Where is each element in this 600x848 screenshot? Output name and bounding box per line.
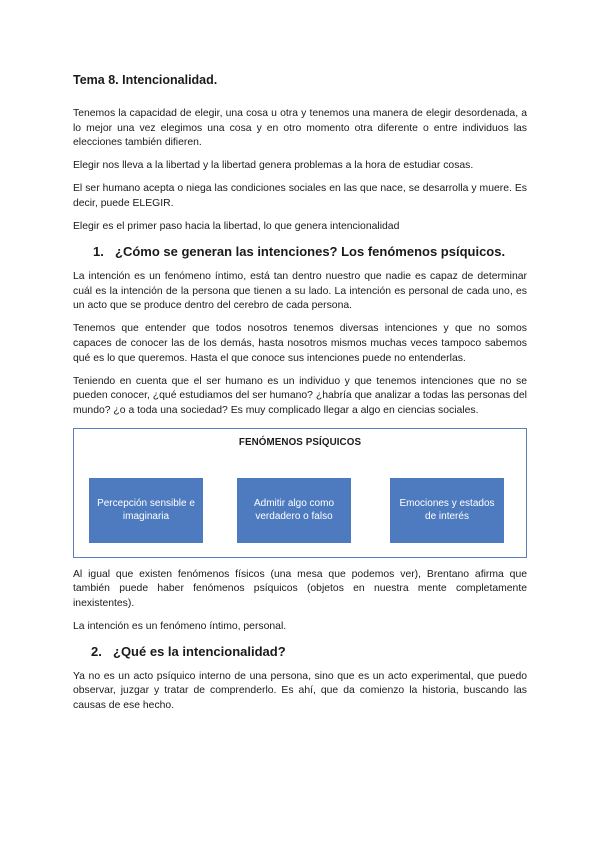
diagram-box-perception: Percepción sensible e imaginaria (89, 478, 203, 543)
after-diagram-paragraph: La intención es un fenómeno íntimo, personal. (73, 620, 287, 632)
diagram-box-judgment: Admitir algo como verdadero o falso (237, 478, 351, 543)
after-diagram-paragraph: Al igual que existen fenómenos físicos (una mesa que podemos ver), Brentano afirma que también puede haber fenómenos psíquicos (objetos en nuestra mente completamente inexistentes). (73, 568, 527, 609)
diagram-title: FENÓMENOS PSÍQUICOS (238, 436, 362, 448)
document-title: Tema 8. Intencionalidad. (73, 73, 218, 87)
section-1-paragraph: Teniendo en cuenta que el ser humano es un individuo y que tenemos intenciones que no se pueden conocer, ¿qué estudiamos del ser humano? ¿habría que analizar a todas las personas del mundo? ¿o a toda una sociedad? Es muy complicado llegar a algo en ciencias sociales. (73, 375, 527, 416)
document-body (73, 72, 527, 722)
intro-paragraph: Elegir nos lleva a la libertad y la libertad genera problemas a la hora de estudiar cosas. (73, 160, 474, 172)
intro-paragraph: Elegir es el primer paso hacia la libertad, lo que genera intencionalidad (73, 221, 400, 233)
section-2-title: ¿Qué es la intencionalidad? (113, 643, 286, 659)
section-1-paragraph: Tenemos que entender que todos nosotros tenemos diversas intenciones y que no somos capaces de conocer las de los demás, hasta nosotros mismos muchas veces tampoco sabemos qué es lo que queremos. Hasta el que conoce sus intenciones puede no entenderlas. (73, 323, 527, 364)
section-2-paragraph: Ya no es un acto psíquico interno de una persona, sino que es un acto experimental, que puedo observar, juzgar y tratar de comprenderlo. Es ahí, que da comienzo la historia, buscando las causas de ese hecho. (73, 670, 527, 712)
section-1-title: ¿Cómo se generan las intenciones? Los fenómenos psíquicos. (115, 244, 506, 260)
intro-paragraph: El ser humano acepta o niega las condiciones sociales en las que nace, se desarrolla y muere. Es decir, puede ELEGIR. (73, 183, 527, 209)
section-2-heading (73, 643, 527, 660)
psychic-phenomena-diagram (73, 428, 527, 558)
section-1-heading (73, 243, 527, 260)
section-2-number: 2. (91, 643, 102, 659)
section-1-number: 1. (93, 244, 104, 260)
section-1-paragraph: La intención es un fenómeno íntimo, está tan dentro nuestro que nadie es capaz de determinar cuál es la intención de la persona que tienen a su lado. La intención es personal de cada uno, es un acto que se produce dentro del cerebro de cada persona. (73, 271, 527, 312)
intro-paragraph: Tenemos la capacidad de elegir, una cosa u otra y tenemos una manera de elegir desordenada, a lo mejor una vez elegimos una cosa y en otro momento otra diferente o entre individuos las elecciones también difieren. (73, 108, 527, 149)
diagram-box-emotions: Emociones y estados de interés (390, 478, 504, 543)
